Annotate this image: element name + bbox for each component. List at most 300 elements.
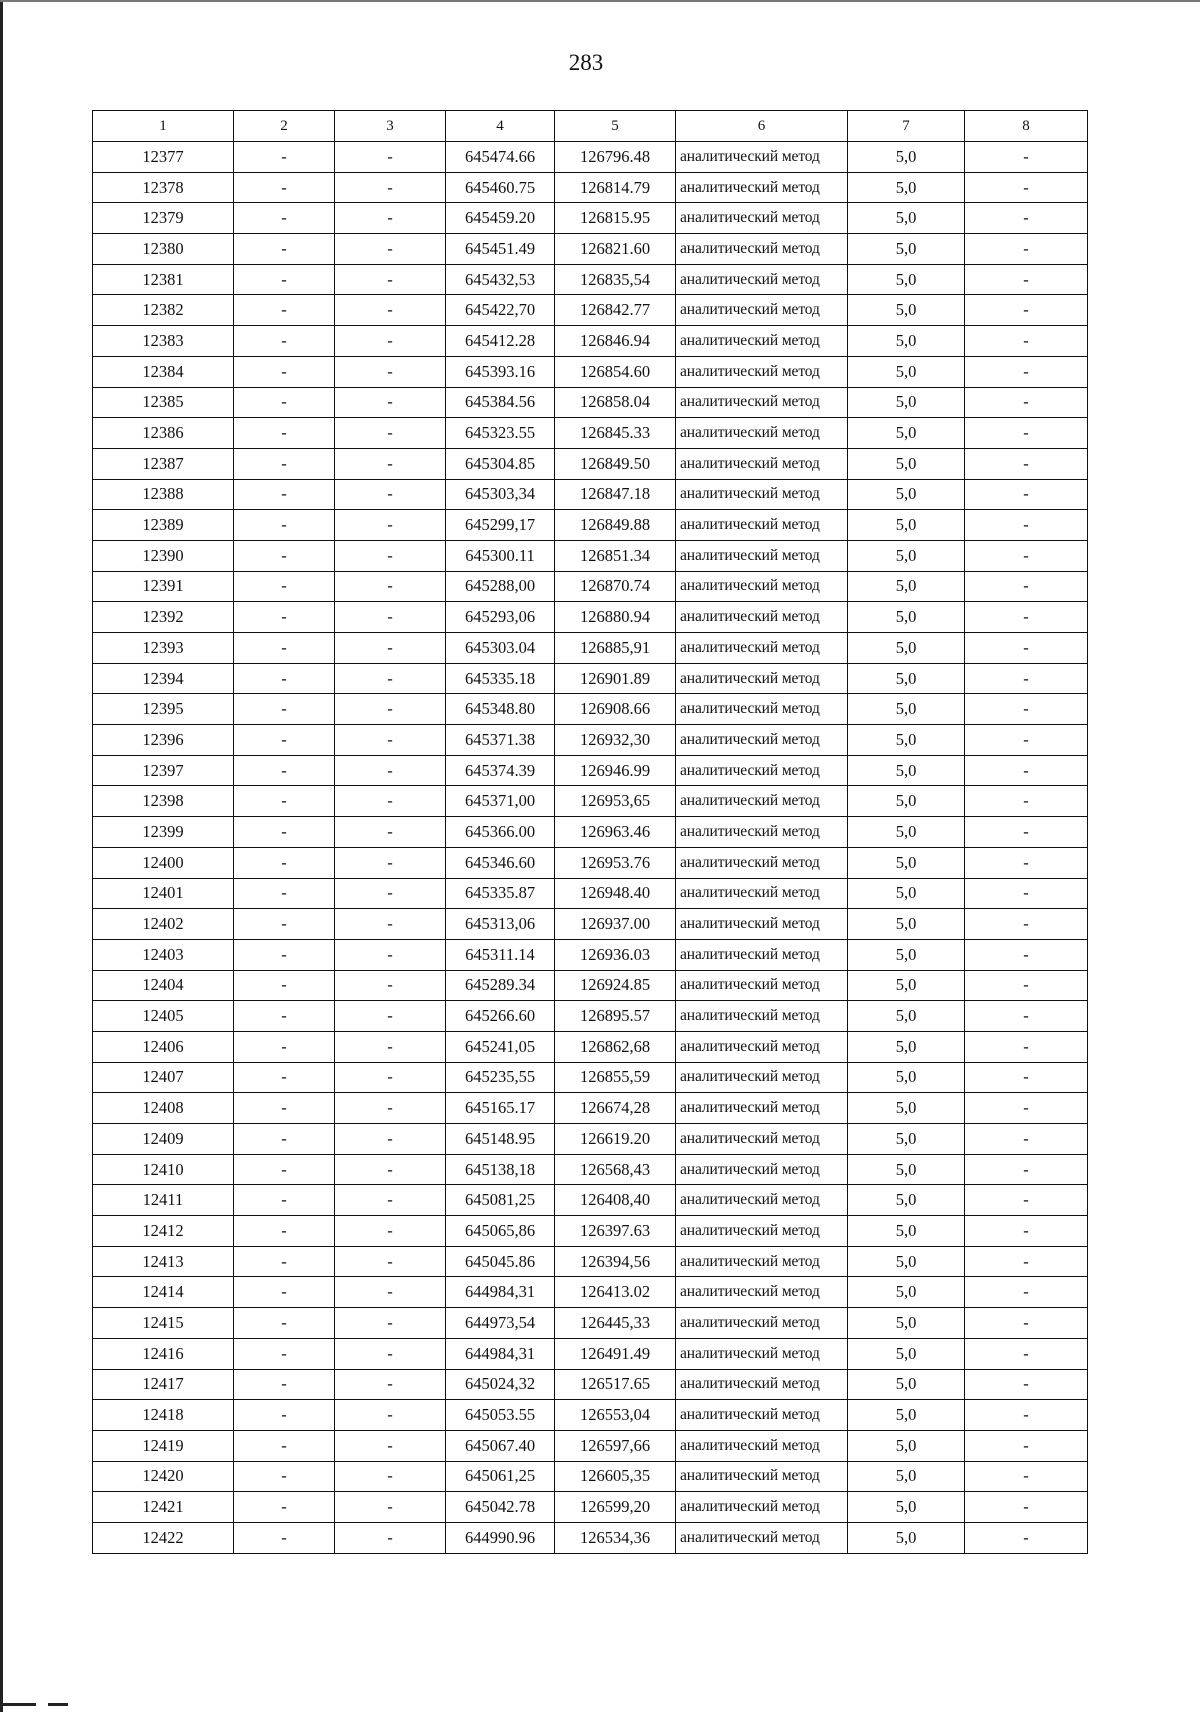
table-row <box>93 1185 1088 1216</box>
y-coordinate-cell: 126946.99 <box>555 755 676 786</box>
col2-cell: - <box>234 663 335 694</box>
col3-cell: - <box>335 1246 446 1277</box>
method-cell: аналитический метод <box>676 1062 848 1093</box>
x-coordinate-cell: 645165.17 <box>446 1093 555 1124</box>
point-number-cell: 12381 <box>93 264 234 295</box>
x-coordinate-cell: 645061,25 <box>446 1461 555 1492</box>
y-coordinate-cell: 126870.74 <box>555 571 676 602</box>
y-coordinate-cell: 126674,28 <box>555 1093 676 1124</box>
accuracy-cell: 5,0 <box>848 878 965 909</box>
x-coordinate-cell: 645081,25 <box>446 1185 555 1216</box>
x-coordinate-cell: 645148.95 <box>446 1124 555 1155</box>
table-row <box>93 356 1088 387</box>
x-coordinate-cell: 645371,00 <box>446 786 555 817</box>
x-coordinate-cell: 645335.18 <box>446 663 555 694</box>
method-cell: аналитический метод <box>676 1124 848 1155</box>
accuracy-cell: 5,0 <box>848 479 965 510</box>
y-coordinate-cell: 126855,59 <box>555 1062 676 1093</box>
accuracy-cell: 5,0 <box>848 1522 965 1553</box>
y-coordinate-cell: 126846.94 <box>555 326 676 357</box>
method-cell: аналитический метод <box>676 939 848 970</box>
col3-cell: - <box>335 1492 446 1523</box>
y-coordinate-cell: 126849.50 <box>555 448 676 479</box>
scan-top-edge <box>0 0 1200 2</box>
method-cell: аналитический метод <box>676 264 848 295</box>
method-cell: аналитический метод <box>676 602 848 633</box>
col8-cell: - <box>965 142 1088 173</box>
table-row <box>93 448 1088 479</box>
accuracy-cell: 5,0 <box>848 387 965 418</box>
table-row <box>93 1369 1088 1400</box>
coordinates-table <box>92 110 1088 1554</box>
col3-cell: - <box>335 939 446 970</box>
col2-cell: - <box>234 755 335 786</box>
table-row <box>93 1001 1088 1032</box>
col8-cell: - <box>965 1308 1088 1339</box>
col8-cell: - <box>965 1400 1088 1431</box>
y-coordinate-cell: 126599,20 <box>555 1492 676 1523</box>
x-coordinate-cell: 645311.14 <box>446 939 555 970</box>
scan-left-edge <box>0 0 3 1712</box>
point-number-cell: 12404 <box>93 970 234 1001</box>
col2-cell: - <box>234 387 335 418</box>
col3-cell: - <box>335 878 446 909</box>
y-coordinate-cell: 126517.65 <box>555 1369 676 1400</box>
col3-cell: - <box>335 142 446 173</box>
col2-cell: - <box>234 1031 335 1062</box>
col2-cell: - <box>234 172 335 203</box>
col2-cell: - <box>234 939 335 970</box>
table-row <box>93 571 1088 602</box>
point-number-cell: 12399 <box>93 817 234 848</box>
method-cell: аналитический метод <box>676 663 848 694</box>
table-row <box>93 602 1088 633</box>
col8-cell: - <box>965 571 1088 602</box>
method-cell: аналитический метод <box>676 172 848 203</box>
point-number-cell: 12394 <box>93 663 234 694</box>
col8-cell: - <box>965 418 1088 449</box>
point-number-cell: 12385 <box>93 387 234 418</box>
table-row <box>93 1216 1088 1247</box>
accuracy-cell: 5,0 <box>848 142 965 173</box>
column-header: 4 <box>446 111 555 142</box>
column-header: 8 <box>965 111 1088 142</box>
x-coordinate-cell: 645460.75 <box>446 172 555 203</box>
col3-cell: - <box>335 1461 446 1492</box>
col2-cell: - <box>234 1522 335 1553</box>
col2-cell: - <box>234 1400 335 1431</box>
method-cell: аналитический метод <box>676 1246 848 1277</box>
y-coordinate-cell: 126605,35 <box>555 1461 676 1492</box>
col3-cell: - <box>335 817 446 848</box>
col3-cell: - <box>335 1154 446 1185</box>
method-cell: аналитический метод <box>676 1185 848 1216</box>
table-row <box>93 755 1088 786</box>
col8-cell: - <box>965 1154 1088 1185</box>
y-coordinate-cell: 126394,56 <box>555 1246 676 1277</box>
y-coordinate-cell: 126953.76 <box>555 847 676 878</box>
accuracy-cell: 5,0 <box>848 1492 965 1523</box>
table-row <box>93 1338 1088 1369</box>
y-coordinate-cell: 126858.04 <box>555 387 676 418</box>
column-header: 3 <box>335 111 446 142</box>
x-coordinate-cell: 645235,55 <box>446 1062 555 1093</box>
y-coordinate-cell: 126936.03 <box>555 939 676 970</box>
accuracy-cell: 5,0 <box>848 847 965 878</box>
y-coordinate-cell: 126885,91 <box>555 633 676 664</box>
accuracy-cell: 5,0 <box>848 326 965 357</box>
point-number-cell: 12414 <box>93 1277 234 1308</box>
x-coordinate-cell: 645432,53 <box>446 264 555 295</box>
col8-cell: - <box>965 510 1088 541</box>
x-coordinate-cell: 645300.11 <box>446 540 555 571</box>
table-row <box>93 1308 1088 1339</box>
method-cell: аналитический метод <box>676 1031 848 1062</box>
col2-cell: - <box>234 1246 335 1277</box>
col2-cell: - <box>234 356 335 387</box>
point-number-cell: 12397 <box>93 755 234 786</box>
table-row <box>93 172 1088 203</box>
accuracy-cell: 5,0 <box>848 909 965 940</box>
col2-cell: - <box>234 602 335 633</box>
y-coordinate-cell: 126408,40 <box>555 1185 676 1216</box>
col3-cell: - <box>335 172 446 203</box>
col3-cell: - <box>335 418 446 449</box>
col8-cell: - <box>965 479 1088 510</box>
col2-cell: - <box>234 203 335 234</box>
accuracy-cell: 5,0 <box>848 1154 965 1185</box>
y-coordinate-cell: 126880.94 <box>555 602 676 633</box>
accuracy-cell: 5,0 <box>848 755 965 786</box>
table-row <box>93 1246 1088 1277</box>
col3-cell: - <box>335 1308 446 1339</box>
y-coordinate-cell: 126815.95 <box>555 203 676 234</box>
col8-cell: - <box>965 847 1088 878</box>
column-header: 5 <box>555 111 676 142</box>
x-coordinate-cell: 645374.39 <box>446 755 555 786</box>
x-coordinate-cell: 645346.60 <box>446 847 555 878</box>
col3-cell: - <box>335 602 446 633</box>
point-number-cell: 12392 <box>93 602 234 633</box>
col3-cell: - <box>335 786 446 817</box>
col2-cell: - <box>234 1093 335 1124</box>
accuracy-cell: 5,0 <box>848 663 965 694</box>
col8-cell: - <box>965 295 1088 326</box>
point-number-cell: 12407 <box>93 1062 234 1093</box>
col2-cell: - <box>234 725 335 756</box>
table-row <box>93 1522 1088 1553</box>
col2-cell: - <box>234 1185 335 1216</box>
method-cell: аналитический метод <box>676 326 848 357</box>
x-coordinate-cell: 645289.34 <box>446 970 555 1001</box>
table-row <box>93 1461 1088 1492</box>
x-coordinate-cell: 645371.38 <box>446 725 555 756</box>
col8-cell: - <box>965 878 1088 909</box>
x-coordinate-cell: 645422,70 <box>446 295 555 326</box>
x-coordinate-cell: 644973,54 <box>446 1308 555 1339</box>
x-coordinate-cell: 645299,17 <box>446 510 555 541</box>
col2-cell: - <box>234 264 335 295</box>
table-row <box>93 1062 1088 1093</box>
method-cell: аналитический метод <box>676 1430 848 1461</box>
point-number-cell: 12403 <box>93 939 234 970</box>
col8-cell: - <box>965 540 1088 571</box>
point-number-cell: 12384 <box>93 356 234 387</box>
table-row <box>93 510 1088 541</box>
table-row <box>93 326 1088 357</box>
accuracy-cell: 5,0 <box>848 234 965 265</box>
x-coordinate-cell: 645384.56 <box>446 387 555 418</box>
col2-cell: - <box>234 418 335 449</box>
y-coordinate-cell: 126553,04 <box>555 1400 676 1431</box>
col2-cell: - <box>234 1216 335 1247</box>
col8-cell: - <box>965 1062 1088 1093</box>
col8-cell: - <box>965 1461 1088 1492</box>
table-row <box>93 387 1088 418</box>
accuracy-cell: 5,0 <box>848 633 965 664</box>
y-coordinate-cell: 126534,36 <box>555 1522 676 1553</box>
col3-cell: - <box>335 1185 446 1216</box>
accuracy-cell: 5,0 <box>848 1430 965 1461</box>
method-cell: аналитический метод <box>676 479 848 510</box>
x-coordinate-cell: 644990.96 <box>446 1522 555 1553</box>
y-coordinate-cell: 126491.49 <box>555 1338 676 1369</box>
table-row <box>93 295 1088 326</box>
table-row <box>93 1492 1088 1523</box>
col3-cell: - <box>335 540 446 571</box>
accuracy-cell: 5,0 <box>848 172 965 203</box>
col3-cell: - <box>335 1522 446 1553</box>
accuracy-cell: 5,0 <box>848 817 965 848</box>
col2-cell: - <box>234 847 335 878</box>
point-number-cell: 12388 <box>93 479 234 510</box>
y-coordinate-cell: 126597,66 <box>555 1430 676 1461</box>
col8-cell: - <box>965 633 1088 664</box>
point-number-cell: 12400 <box>93 847 234 878</box>
point-number-cell: 12415 <box>93 1308 234 1339</box>
x-coordinate-cell: 645313,06 <box>446 909 555 940</box>
col2-cell: - <box>234 326 335 357</box>
y-coordinate-cell: 126845.33 <box>555 418 676 449</box>
col8-cell: - <box>965 356 1088 387</box>
accuracy-cell: 5,0 <box>848 356 965 387</box>
table-row <box>93 725 1088 756</box>
table-header-row <box>93 111 1088 142</box>
accuracy-cell: 5,0 <box>848 1308 965 1339</box>
point-number-cell: 12411 <box>93 1185 234 1216</box>
col2-cell: - <box>234 1492 335 1523</box>
method-cell: аналитический метод <box>676 142 848 173</box>
accuracy-cell: 5,0 <box>848 295 965 326</box>
x-coordinate-cell: 645303.04 <box>446 633 555 664</box>
y-coordinate-cell: 126568,43 <box>555 1154 676 1185</box>
y-coordinate-cell: 126851.34 <box>555 540 676 571</box>
col3-cell: - <box>335 295 446 326</box>
x-coordinate-cell: 645293,06 <box>446 602 555 633</box>
method-cell: аналитический метод <box>676 694 848 725</box>
col8-cell: - <box>965 909 1088 940</box>
table-row <box>93 939 1088 970</box>
col2-cell: - <box>234 571 335 602</box>
y-coordinate-cell: 126908.66 <box>555 694 676 725</box>
method-cell: аналитический метод <box>676 878 848 909</box>
table-row <box>93 479 1088 510</box>
col8-cell: - <box>965 725 1088 756</box>
col3-cell: - <box>335 663 446 694</box>
point-number-cell: 12421 <box>93 1492 234 1523</box>
point-number-cell: 12387 <box>93 448 234 479</box>
col8-cell: - <box>965 970 1088 1001</box>
accuracy-cell: 5,0 <box>848 694 965 725</box>
x-coordinate-cell: 644984,31 <box>446 1277 555 1308</box>
x-coordinate-cell: 645459.20 <box>446 203 555 234</box>
y-coordinate-cell: 126847.18 <box>555 479 676 510</box>
table-row <box>93 878 1088 909</box>
accuracy-cell: 5,0 <box>848 510 965 541</box>
y-coordinate-cell: 126849.88 <box>555 510 676 541</box>
point-number-cell: 12393 <box>93 633 234 664</box>
x-coordinate-cell: 645335.87 <box>446 878 555 909</box>
accuracy-cell: 5,0 <box>848 1185 965 1216</box>
y-coordinate-cell: 126445,33 <box>555 1308 676 1339</box>
y-coordinate-cell: 126932,30 <box>555 725 676 756</box>
col8-cell: - <box>965 1338 1088 1369</box>
accuracy-cell: 5,0 <box>848 540 965 571</box>
point-number-cell: 12379 <box>93 203 234 234</box>
point-number-cell: 12395 <box>93 694 234 725</box>
col8-cell: - <box>965 939 1088 970</box>
accuracy-cell: 5,0 <box>848 1001 965 1032</box>
table-row <box>93 540 1088 571</box>
col2-cell: - <box>234 1461 335 1492</box>
accuracy-cell: 5,0 <box>848 939 965 970</box>
method-cell: аналитический метод <box>676 540 848 571</box>
col2-cell: - <box>234 694 335 725</box>
y-coordinate-cell: 126842.77 <box>555 295 676 326</box>
col3-cell: - <box>335 755 446 786</box>
col2-cell: - <box>234 1001 335 1032</box>
method-cell: аналитический метод <box>676 847 848 878</box>
col3-cell: - <box>335 571 446 602</box>
col2-cell: - <box>234 1338 335 1369</box>
column-header: 2 <box>234 111 335 142</box>
method-cell: аналитический метод <box>676 203 848 234</box>
method-cell: аналитический метод <box>676 356 848 387</box>
x-coordinate-cell: 645266.60 <box>446 1001 555 1032</box>
col8-cell: - <box>965 755 1088 786</box>
col8-cell: - <box>965 1492 1088 1523</box>
col8-cell: - <box>965 172 1088 203</box>
point-number-cell: 12408 <box>93 1093 234 1124</box>
accuracy-cell: 5,0 <box>848 786 965 817</box>
method-cell: аналитический метод <box>676 234 848 265</box>
col8-cell: - <box>965 1001 1088 1032</box>
accuracy-cell: 5,0 <box>848 970 965 1001</box>
col3-cell: - <box>335 479 446 510</box>
method-cell: аналитический метод <box>676 725 848 756</box>
table-row <box>93 1124 1088 1155</box>
x-coordinate-cell: 645065,86 <box>446 1216 555 1247</box>
method-cell: аналитический метод <box>676 786 848 817</box>
accuracy-cell: 5,0 <box>848 1246 965 1277</box>
col3-cell: - <box>335 1400 446 1431</box>
col8-cell: - <box>965 694 1088 725</box>
y-coordinate-cell: 126953,65 <box>555 786 676 817</box>
x-coordinate-cell: 644984,31 <box>446 1338 555 1369</box>
table-row <box>93 847 1088 878</box>
col2-cell: - <box>234 1062 335 1093</box>
col2-cell: - <box>234 234 335 265</box>
accuracy-cell: 5,0 <box>848 1093 965 1124</box>
table-row <box>93 633 1088 664</box>
y-coordinate-cell: 126901.89 <box>555 663 676 694</box>
col2-cell: - <box>234 448 335 479</box>
col3-cell: - <box>335 510 446 541</box>
col2-cell: - <box>234 1369 335 1400</box>
table-row <box>93 264 1088 295</box>
accuracy-cell: 5,0 <box>848 264 965 295</box>
col8-cell: - <box>965 1522 1088 1553</box>
table-row <box>93 203 1088 234</box>
method-cell: аналитический метод <box>676 1522 848 1553</box>
point-number-cell: 12419 <box>93 1430 234 1461</box>
method-cell: аналитический метод <box>676 1400 848 1431</box>
method-cell: аналитический метод <box>676 418 848 449</box>
col2-cell: - <box>234 817 335 848</box>
accuracy-cell: 5,0 <box>848 1216 965 1247</box>
column-header: 6 <box>676 111 848 142</box>
x-coordinate-cell: 645366.00 <box>446 817 555 848</box>
point-number-cell: 12412 <box>93 1216 234 1247</box>
point-number-cell: 12389 <box>93 510 234 541</box>
method-cell: аналитический метод <box>676 1308 848 1339</box>
point-number-cell: 12416 <box>93 1338 234 1369</box>
col8-cell: - <box>965 1216 1088 1247</box>
col8-cell: - <box>965 1430 1088 1461</box>
table-row <box>93 418 1088 449</box>
col3-cell: - <box>335 356 446 387</box>
x-coordinate-cell: 645042.78 <box>446 1492 555 1523</box>
method-cell: аналитический метод <box>676 1277 848 1308</box>
method-cell: аналитический метод <box>676 1093 848 1124</box>
col3-cell: - <box>335 264 446 295</box>
column-header: 1 <box>93 111 234 142</box>
col3-cell: - <box>335 694 446 725</box>
col3-cell: - <box>335 1369 446 1400</box>
method-cell: аналитический метод <box>676 1461 848 1492</box>
y-coordinate-cell: 126854.60 <box>555 356 676 387</box>
point-number-cell: 12390 <box>93 540 234 571</box>
method-cell: аналитический метод <box>676 970 848 1001</box>
scan-bottom-mark <box>48 1703 68 1706</box>
x-coordinate-cell: 645303,34 <box>446 479 555 510</box>
col2-cell: - <box>234 510 335 541</box>
col3-cell: - <box>335 1093 446 1124</box>
x-coordinate-cell: 645323.55 <box>446 418 555 449</box>
col2-cell: - <box>234 1124 335 1155</box>
y-coordinate-cell: 126937.00 <box>555 909 676 940</box>
accuracy-cell: 5,0 <box>848 1062 965 1093</box>
table-row <box>93 1093 1088 1124</box>
col3-cell: - <box>335 203 446 234</box>
col8-cell: - <box>965 602 1088 633</box>
accuracy-cell: 5,0 <box>848 448 965 479</box>
point-number-cell: 12378 <box>93 172 234 203</box>
table-row <box>93 663 1088 694</box>
point-number-cell: 12405 <box>93 1001 234 1032</box>
point-number-cell: 12409 <box>93 1124 234 1155</box>
method-cell: аналитический метод <box>676 295 848 326</box>
